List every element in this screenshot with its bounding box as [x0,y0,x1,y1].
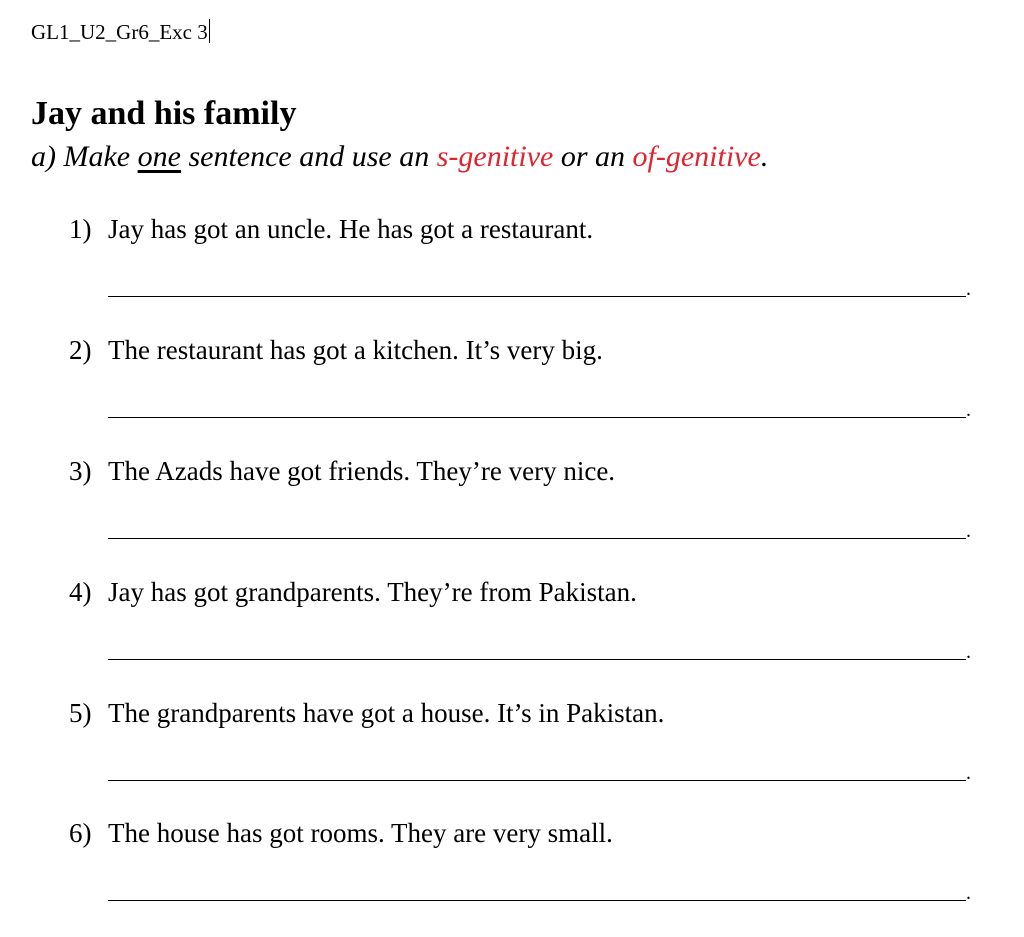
page-title: Jay and his family [31,95,297,132]
s-genitive-term: s-genitive [436,140,554,173]
exercise-prompt: Jay has got an uncle. He has got a restaurant. [108,214,594,244]
answer-line[interactable] [108,900,966,901]
answer-line[interactable] [108,538,966,539]
exercise-number: 3) [69,456,92,486]
instruction-underlined-word: one [137,140,181,173]
of-genitive-term: of-genitive [632,140,761,173]
exercise-prompt: The grandparents have got a house. It’s in Pakistan. [108,698,665,728]
exercise-number: 4) [69,577,92,607]
exercise-item-3 [0,454,1024,574]
instruction-part-d: . [760,140,769,173]
instruction [31,138,768,176]
exercise-number: 2) [69,335,92,365]
exercise-number: 5) [69,698,92,728]
exercise-item-2 [0,333,1024,453]
answer-end-mark: . [966,399,971,421]
answer-line[interactable] [108,659,966,660]
answer-line[interactable] [108,780,966,781]
answer-end-mark: . [966,641,971,663]
exercise-number: 6) [69,818,92,848]
exercise-prompt: The restaurant has got a kitchen. It’s very big. [108,335,603,365]
exercise-item-5 [0,696,1024,816]
instruction-part-b: sentence and use an [180,140,437,173]
instruction-part-a: a) Make [31,140,138,173]
text-cursor [209,19,210,43]
document-id-label [31,18,210,46]
exercise-number: 1) [69,214,92,244]
document-id-text: GL1_U2_Gr6_Exc 3 [31,20,208,44]
exercise-prompt: The Azads have got friends. They’re very nice. [108,456,616,486]
exercise-prompt: The house has got rooms. They are very small. [108,818,613,848]
instruction-part-c: or an [553,140,633,173]
exercise-item-6 [0,816,1024,936]
answer-line[interactable] [108,417,966,418]
answer-end-mark: . [966,882,971,904]
exercise-item-4 [0,575,1024,695]
answer-end-mark: . [966,278,971,300]
answer-end-mark: . [966,520,971,542]
exercise-prompt: Jay has got grandparents. They’re from Pakistan. [108,577,637,607]
exercise-item-1 [0,212,1024,332]
answer-line[interactable] [108,296,966,297]
answer-end-mark: . [966,762,971,784]
